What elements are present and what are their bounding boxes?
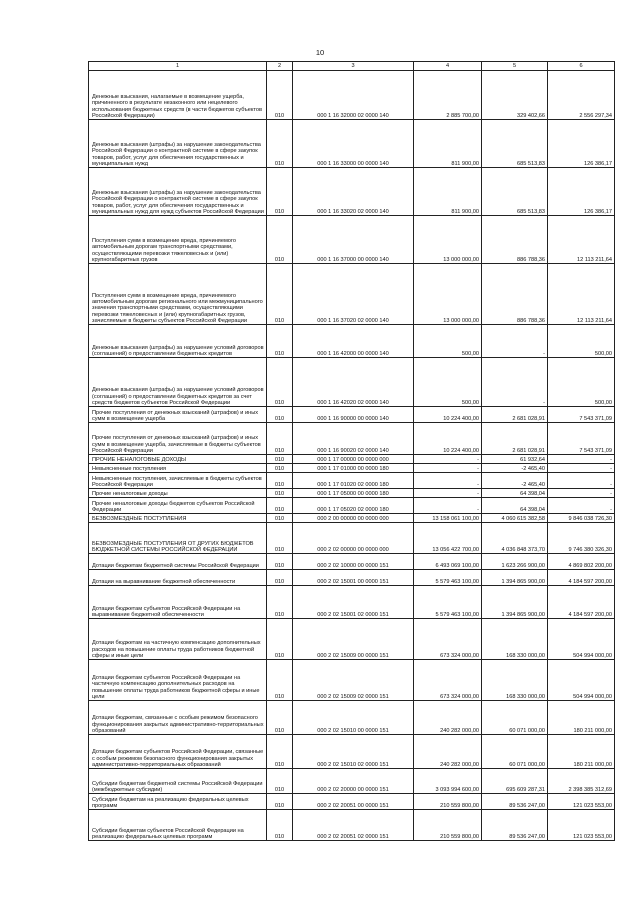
row-name: Денежные взыскания (штрафы) за нарушение условий договоров (соглашений) о предоставлении бюджетных кредитов за счет средств бюджетов субъектов Российской Федерации (89, 358, 267, 407)
row-kbk: 000 2 02 10000 00 0000 151 (293, 554, 414, 570)
row-name: Денежные взыскания, налагаемые в возмещение ущерба, причиненного в результате незаконного или нецелевого использования бюджетных средств (в части бюджетов субъектов Российской Федерации) (89, 71, 267, 120)
row-code: 010 (267, 168, 293, 216)
row-code: 010 (267, 358, 293, 407)
row-kbk: 000 2 02 15001 00 0000 151 (293, 570, 414, 586)
row-kbk: 000 2 02 15010 02 0000 151 (293, 735, 414, 769)
row-plan: - (414, 498, 482, 514)
row-kbk: 000 2 02 15009 02 0000 151 (293, 660, 414, 701)
row-kbk: 000 1 16 42020 02 0000 140 (293, 358, 414, 407)
row-unexecuted: - (548, 489, 615, 498)
row-unexecuted: 504 994 000,00 (548, 660, 615, 701)
budget-revenue-table (88, 61, 615, 841)
row-name: БЕЗВОЗМЕЗДНЫЕ ПОСТУПЛЕНИЯ ОТ ДРУГИХ БЮДЖЕТОВ БЮДЖЕТНОЙ СИСТЕМЫ РОССИЙСКОЙ ФЕДЕРАЦИИ (89, 523, 267, 554)
table-row (89, 168, 615, 216)
row-name: Дотации бюджетам на частичную компенсацию дополнительных расходов на повышение оплаты труда работников бюджетной сферы и иные цели (89, 619, 267, 660)
page-number: 10 (315, 48, 325, 57)
row-unexecuted: - (548, 455, 615, 464)
table-row (89, 498, 615, 514)
row-name: Субсидии бюджетам бюджетной системы Российской Федерации (межбюджетные субсидии) (89, 769, 267, 794)
row-executed: 60 071 000,00 (482, 735, 548, 769)
row-executed: 685 513,83 (482, 120, 548, 168)
row-kbk: 000 2 02 00000 00 0000 000 (293, 523, 414, 554)
row-name: Дотации бюджетам субъектов Российской Федерации на частичную компенсацию дополнительных расходов на повышение оплаты труда работников бюджетной сферы и иные цели (89, 660, 267, 701)
row-unexecuted: 12 113 211,64 (548, 216, 615, 264)
row-name: Прочие неналоговые доходы (89, 489, 267, 498)
row-plan: 5 579 463 100,00 (414, 586, 482, 619)
row-code: 010 (267, 464, 293, 473)
row-unexecuted: 12 113 211,64 (548, 264, 615, 325)
row-name: Поступления сумм в возмещение вреда, причиняемого автомобильным дорогам транспортными средствами, осуществляющими перевозки тяжеловесных и (или) крупногабаритных грузов (89, 216, 267, 264)
row-executed: 2 681 028,91 (482, 423, 548, 455)
row-plan: 240 282 000,00 (414, 735, 482, 769)
row-unexecuted: 2 398 385 312,69 (548, 769, 615, 794)
row-unexecuted: - (548, 498, 615, 514)
row-code: 010 (267, 619, 293, 660)
row-plan: 500,00 (414, 358, 482, 407)
row-kbk: 000 2 02 15010 00 0000 151 (293, 701, 414, 735)
row-code: 010 (267, 455, 293, 464)
row-plan: 2 885 700,00 (414, 71, 482, 120)
row-kbk: 000 1 16 90000 00 0000 140 (293, 407, 414, 423)
table-row (89, 735, 615, 769)
row-plan: 13 158 061 100,00 (414, 514, 482, 523)
table-row (89, 489, 615, 498)
table-row (89, 769, 615, 794)
row-executed: 695 609 287,31 (482, 769, 548, 794)
row-plan: 10 224 400,00 (414, 407, 482, 423)
row-code: 010 (267, 735, 293, 769)
table-row (89, 120, 615, 168)
row-executed: 60 071 000,00 (482, 701, 548, 735)
row-kbk: 000 1 16 42000 00 0000 140 (293, 325, 414, 358)
row-unexecuted: 4 184 597 200,00 (548, 570, 615, 586)
row-code: 010 (267, 514, 293, 523)
column-header: 3 (293, 62, 414, 71)
row-code: 010 (267, 264, 293, 325)
row-kbk: 000 2 02 15009 00 0000 151 (293, 619, 414, 660)
row-plan: 6 493 069 100,00 (414, 554, 482, 570)
row-kbk: 000 1 16 37020 02 0000 140 (293, 264, 414, 325)
row-unexecuted: 180 211 000,00 (548, 735, 615, 769)
row-plan: 13 056 422 700,00 (414, 523, 482, 554)
table-row (89, 358, 615, 407)
row-executed: 886 788,36 (482, 216, 548, 264)
row-executed: 1 623 266 900,00 (482, 554, 548, 570)
row-executed: 1 394 865 900,00 (482, 586, 548, 619)
row-kbk: 000 1 17 01020 02 0000 180 (293, 473, 414, 489)
row-kbk: 000 1 17 05020 02 0000 180 (293, 498, 414, 514)
row-code: 010 (267, 489, 293, 498)
row-plan: 673 324 000,00 (414, 619, 482, 660)
row-kbk: 000 1 16 37000 00 0000 140 (293, 216, 414, 264)
row-code: 010 (267, 810, 293, 841)
row-kbk: 000 2 00 00000 00 0000 000 (293, 514, 414, 523)
row-unexecuted: 180 211 000,00 (548, 701, 615, 735)
row-executed: 1 394 865 900,00 (482, 570, 548, 586)
row-name: Невыясненные поступления (89, 464, 267, 473)
column-header: 2 (267, 62, 293, 71)
row-code: 010 (267, 701, 293, 735)
row-code: 010 (267, 498, 293, 514)
table-row (89, 514, 615, 523)
row-unexecuted: 7 543 371,09 (548, 407, 615, 423)
table-row (89, 794, 615, 810)
row-executed: 4 036 848 373,70 (482, 523, 548, 554)
row-plan: 3 093 994 600,00 (414, 769, 482, 794)
row-code: 010 (267, 769, 293, 794)
row-executed: 168 330 000,00 (482, 619, 548, 660)
table-row (89, 216, 615, 264)
row-code: 010 (267, 325, 293, 358)
row-name: Дотации на выравнивание бюджетной обеспеченности (89, 570, 267, 586)
row-unexecuted: 500,00 (548, 358, 615, 407)
row-name: Поступления сумм в возмещение вреда, причиняемого автомобильным дорогам регионального или межмуниципального значения транспортными средствами, осуществляющими перевозки тяжеловесных и (или) крупногабаритных грузов, зачисляемые в бюджеты субъектов Российской Федерации (89, 264, 267, 325)
row-executed: 886 788,36 (482, 264, 548, 325)
row-kbk: 000 2 02 20000 00 0000 151 (293, 769, 414, 794)
row-name: Денежные взыскания (штрафы) за нарушение законодательства Российской Федерации о контрактной системе в сфере закупок товаров, работ, услуг для обеспечения государственных и муниципальных нужд для нужд субъектов Российской Федерации (89, 168, 267, 216)
row-name: Денежные взыскания (штрафы) за нарушение законодательства Российской Федерации о контрактной системе в сфере закупок товаров, работ, услуг для обеспечения государственных и муниципальных нужд (89, 120, 267, 168)
row-plan: 10 224 400,00 (414, 423, 482, 455)
row-unexecuted: - (548, 464, 615, 473)
row-unexecuted: 9 746 380 326,30 (548, 523, 615, 554)
row-plan: - (414, 473, 482, 489)
row-plan: 13 000 000,00 (414, 216, 482, 264)
row-name: Дотации бюджетам субъектов Российской Федерации, связанные с особым режимом безопасного функционирования закрытых административно-территориальных образований (89, 735, 267, 769)
row-plan: - (414, 455, 482, 464)
row-kbk: 000 2 02 20051 00 0000 151 (293, 794, 414, 810)
row-name: Денежные взыскания (штрафы) за нарушение условий договоров (соглашений) о предоставлении бюджетных кредитов (89, 325, 267, 358)
row-plan: 673 324 000,00 (414, 660, 482, 701)
row-code: 010 (267, 71, 293, 120)
row-plan: 240 282 000,00 (414, 701, 482, 735)
row-executed: 685 513,83 (482, 168, 548, 216)
column-header: 1 (89, 62, 267, 71)
row-code: 010 (267, 120, 293, 168)
row-name: Прочие поступления от денежных взысканий (штрафов) и иных сумм в возмещение ущерба, зачисляемые в бюджеты субъектов Российской Федерации (89, 423, 267, 455)
table-row (89, 660, 615, 701)
row-unexecuted: 9 846 038 726,30 (548, 514, 615, 523)
row-unexecuted: 2 556 297,34 (548, 71, 615, 120)
row-executed: - (482, 325, 548, 358)
column-header: 4 (414, 62, 482, 71)
row-plan: - (414, 464, 482, 473)
row-code: 010 (267, 660, 293, 701)
row-code: 010 (267, 570, 293, 586)
row-executed: 2 681 028,91 (482, 407, 548, 423)
row-kbk: 000 1 16 33000 00 0000 140 (293, 120, 414, 168)
row-unexecuted: - (548, 473, 615, 489)
row-code: 010 (267, 473, 293, 489)
row-code: 010 (267, 407, 293, 423)
row-executed: -2 465,40 (482, 464, 548, 473)
row-unexecuted: 4 869 802 200,00 (548, 554, 615, 570)
row-code: 010 (267, 423, 293, 455)
row-executed: 61 932,64 (482, 455, 548, 464)
row-kbk: 000 1 17 00000 00 0000 000 (293, 455, 414, 464)
row-executed: 64 398,04 (482, 498, 548, 514)
row-kbk: 000 1 17 05000 00 0000 180 (293, 489, 414, 498)
row-name: Прочие поступления от денежных взысканий (штрафов) и иных сумм в возмещение ущерба (89, 407, 267, 423)
row-plan: 210 559 800,00 (414, 810, 482, 841)
table-row (89, 701, 615, 735)
table-row (89, 71, 615, 120)
table-row (89, 619, 615, 660)
row-code: 010 (267, 216, 293, 264)
row-plan: 5 579 463 100,00 (414, 570, 482, 586)
row-executed: 89 536 247,00 (482, 810, 548, 841)
row-name: Прочие неналоговые доходы бюджетов субъектов Российской Федерации (89, 498, 267, 514)
row-name: Невыясненные поступления, зачисляемые в бюджеты субъектов Российской Федерации (89, 473, 267, 489)
row-executed: 64 398,04 (482, 489, 548, 498)
table-row (89, 455, 615, 464)
table-row (89, 423, 615, 455)
row-unexecuted: 121 023 553,00 (548, 794, 615, 810)
row-plan: 500,00 (414, 325, 482, 358)
row-kbk: 000 2 02 20051 02 0000 151 (293, 810, 414, 841)
row-kbk: 000 2 02 15001 02 0000 151 (293, 586, 414, 619)
row-code: 010 (267, 794, 293, 810)
table-row (89, 570, 615, 586)
table-row (89, 264, 615, 325)
row-executed: 89 536 247,00 (482, 794, 548, 810)
row-plan: 811 900,00 (414, 168, 482, 216)
row-name: Дотации бюджетам субъектов Российской Федерации на выравнивание бюджетной обеспеченности (89, 586, 267, 619)
row-kbk: 000 1 16 33020 02 0000 140 (293, 168, 414, 216)
table-row (89, 554, 615, 570)
table-row (89, 810, 615, 841)
row-kbk: 000 1 17 01000 00 0000 180 (293, 464, 414, 473)
row-kbk: 000 1 16 32000 02 0000 140 (293, 71, 414, 120)
table-row (89, 325, 615, 358)
row-executed: -2 465,40 (482, 473, 548, 489)
row-kbk: 000 1 16 90020 02 0000 140 (293, 423, 414, 455)
row-unexecuted: 121 023 553,00 (548, 810, 615, 841)
row-name: ПРОЧИЕ НЕНАЛОГОВЫЕ ДОХОДЫ (89, 455, 267, 464)
row-name: Дотации бюджетам, связанные с особым режимом безопасного функционирования закрытых административно-территориальных образований (89, 701, 267, 735)
row-unexecuted: 7 543 371,09 (548, 423, 615, 455)
column-number-row (89, 62, 615, 71)
row-unexecuted: 500,00 (548, 325, 615, 358)
row-unexecuted: 126 386,17 (548, 168, 615, 216)
row-name: Дотации бюджетам бюджетной системы Российской Федерации (89, 554, 267, 570)
row-unexecuted: 126 386,17 (548, 120, 615, 168)
row-plan: - (414, 489, 482, 498)
column-header: 5 (482, 62, 548, 71)
row-executed: 4 060 615 382,58 (482, 514, 548, 523)
row-unexecuted: 4 184 597 200,00 (548, 586, 615, 619)
row-plan: 13 000 000,00 (414, 264, 482, 325)
row-name: Субсидии бюджетам субъектов Российской Федерации на реализацию федеральных целевых программ (89, 810, 267, 841)
row-name: Субсидии бюджетам на реализацию федеральных целевых программ (89, 794, 267, 810)
table-row (89, 523, 615, 554)
table-row (89, 586, 615, 619)
row-name: БЕЗВОЗМЕЗДНЫЕ ПОСТУПЛЕНИЯ (89, 514, 267, 523)
row-code: 010 (267, 554, 293, 570)
column-header: 6 (548, 62, 615, 71)
table-row (89, 407, 615, 423)
table-row (89, 473, 615, 489)
row-code: 010 (267, 586, 293, 619)
row-executed: - (482, 358, 548, 407)
row-code: 010 (267, 523, 293, 554)
row-executed: 168 330 000,00 (482, 660, 548, 701)
row-plan: 811 900,00 (414, 120, 482, 168)
table-row (89, 464, 615, 473)
row-executed: 329 402,66 (482, 71, 548, 120)
row-plan: 210 559 800,00 (414, 794, 482, 810)
table-body (89, 71, 615, 841)
row-unexecuted: 504 994 000,00 (548, 619, 615, 660)
